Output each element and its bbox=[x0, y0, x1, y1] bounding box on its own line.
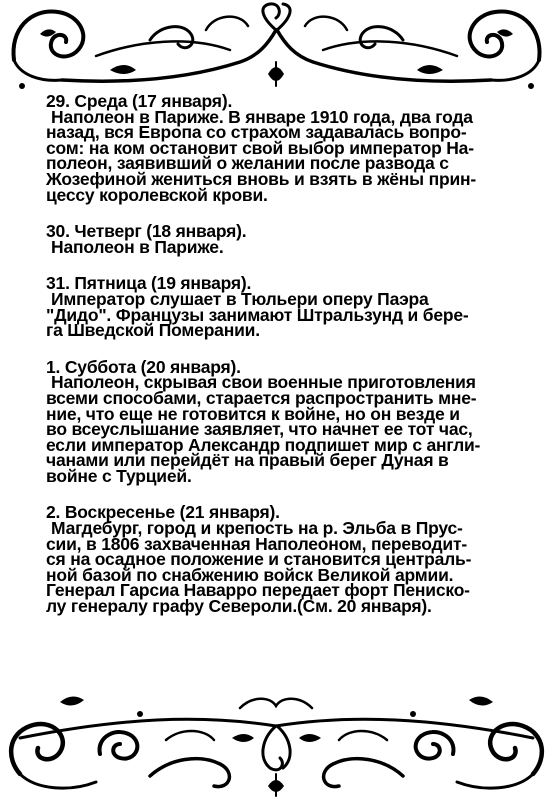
entry-line: Жозефиной жениться вновь и взять в жёны прин- bbox=[46, 168, 476, 189]
entry-31 bbox=[46, 273, 542, 341]
entry-line: Магдебург, город и крепость на р. Эльба в Прус- bbox=[51, 518, 463, 539]
entry-heading: 31. Пятница (19 января). bbox=[46, 273, 252, 294]
entry-30 bbox=[46, 221, 542, 257]
bottom-ornament-border bbox=[0, 678, 553, 800]
entry-line: ся на осадное положение и становится централь- bbox=[46, 549, 472, 570]
entry-line: войне с Турцией. bbox=[46, 465, 192, 486]
entry-line: "Дидо". Французы занимают Штральзунд и бере- bbox=[46, 304, 469, 325]
entry-line: Император слушает в Тюльери оперу Паэра bbox=[51, 288, 429, 309]
entry-line: сии, в 1806 захваченная Наполеоном, переводит- bbox=[46, 533, 467, 554]
calendar-entries bbox=[46, 91, 542, 636]
entry-line: ной базой по снабжению войск Великой армии. bbox=[46, 564, 454, 585]
entry-line: Наполеон, скрывая свои военные приготовления bbox=[51, 372, 476, 393]
entry-line: во всеуслышание заявляет, что начнет ее тот час, bbox=[46, 419, 473, 440]
top-ornament-border bbox=[0, 0, 553, 90]
entry-line: ние, что еще не готовится к войне, но он везде и bbox=[46, 403, 460, 424]
entry-line: всеми способами, старается распространить мне- bbox=[46, 387, 477, 408]
entry-line: чанами или перейдёт на правый берег Дуная в bbox=[46, 450, 449, 471]
entry-line: Генерал Гарсиа Наварро передает форт Пениско- bbox=[46, 580, 470, 601]
entry-line: полеон, заявивший о желании после развода с bbox=[46, 153, 449, 174]
entry-line: цессу королевской крови. bbox=[46, 184, 268, 205]
entry-heading: 29. Среда (17 января). bbox=[46, 91, 233, 111]
entry-line: сом: на ком остановит свой выбор император На- bbox=[46, 137, 474, 158]
entry-line: Наполеон в Париже. bbox=[51, 236, 224, 257]
entry-line: га Шведской Померании. bbox=[46, 320, 260, 341]
entry-29 bbox=[46, 91, 542, 205]
entry-1 bbox=[46, 356, 542, 486]
entry-heading: 1. Суббота (20 января). bbox=[46, 356, 241, 377]
entry-line: Наполеон в Париже. В январе 1910 года, два года bbox=[51, 106, 473, 127]
entry-2 bbox=[46, 502, 542, 617]
entry-line: если император Александр подпишет мир с англи- bbox=[46, 434, 481, 455]
entry-line: лу генералу графу Североли.(См. 20 января). bbox=[46, 596, 432, 617]
entry-heading: 30. Четверг (18 января). bbox=[46, 221, 247, 242]
entry-heading: 2. Воскресенье (21 января). bbox=[46, 502, 280, 523]
entry-line: назад, вся Европа со страхом задавалась вопро- bbox=[46, 122, 467, 143]
